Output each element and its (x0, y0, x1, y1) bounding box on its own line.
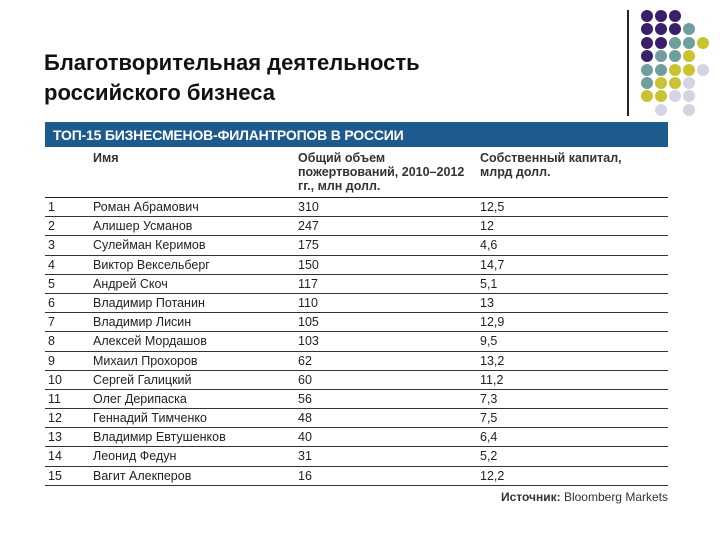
table-row (45, 447, 668, 466)
cell-name: Леонид Федун (93, 449, 177, 464)
cell-donations: 62 (298, 353, 312, 368)
table-row (45, 467, 668, 486)
cell-donations: 31 (298, 449, 312, 464)
decorative-dot (655, 37, 667, 49)
cell-rank: 12 (48, 411, 62, 426)
cell-name: Вагит Алекперов (93, 468, 192, 483)
header-name: Имя (93, 151, 119, 165)
cell-capital: 7,5 (480, 411, 498, 426)
cell-name: Владимир Лисин (93, 315, 192, 330)
table-row (45, 409, 668, 428)
cell-rank: 7 (48, 315, 55, 330)
cell-rank: 8 (48, 334, 55, 349)
cell-donations: 40 (298, 430, 312, 445)
cell-capital: 13 (480, 295, 494, 310)
cell-capital: 13,2 (480, 353, 505, 368)
cell-capital: 6,4 (480, 430, 498, 445)
cell-name: Алишер Усманов (93, 219, 193, 234)
cell-name: Андрей Скоч (93, 276, 168, 291)
cell-name: Виктор Вексельберг (93, 257, 210, 272)
cell-name: Владимир Потанин (93, 295, 205, 310)
decorative-dot (669, 37, 681, 49)
cell-donations: 310 (298, 200, 319, 214)
decorative-dot (655, 90, 667, 102)
decorative-dot (655, 50, 667, 62)
title-line-1: Благотворительная деятельность (44, 50, 420, 75)
cell-rank: 1 (48, 200, 55, 214)
cell-donations: 103 (298, 334, 319, 349)
decorative-dot (641, 50, 653, 62)
cell-name: Сулейман Керимов (93, 238, 206, 253)
cell-capital: 5,1 (480, 276, 498, 291)
decorative-dot (655, 64, 667, 76)
table-row (45, 428, 668, 447)
philanthropists-table (45, 122, 668, 486)
decorative-dot (697, 37, 709, 49)
decorative-dot (641, 90, 653, 102)
decorative-dot (669, 77, 681, 89)
decorative-dot (641, 37, 653, 49)
table-row (45, 198, 668, 217)
decorative-dot (683, 23, 695, 35)
cell-rank: 13 (48, 430, 62, 445)
table-row (45, 371, 668, 390)
cell-capital: 12 (480, 219, 494, 234)
cell-donations: 117 (298, 276, 318, 291)
table-row (45, 256, 668, 275)
cell-name: Геннадий Тимченко (93, 411, 207, 426)
decorative-dot (655, 23, 667, 35)
decorative-dot (669, 10, 681, 22)
title-line-2: российского бизнеса (44, 80, 275, 105)
decorative-dot (641, 77, 653, 89)
decorative-dot (683, 64, 695, 76)
decorative-dot (641, 23, 653, 35)
cell-rank: 15 (48, 468, 62, 483)
source-label: Источник: (500, 490, 561, 504)
decorative-dot (683, 50, 695, 62)
cell-name: Сергей Галицкий (93, 372, 192, 387)
cell-capital: 7,3 (480, 391, 498, 406)
decorative-dot (683, 37, 695, 49)
header-capital: Собственный капитал, млрд долл. (480, 151, 622, 179)
decorative-dot (669, 64, 681, 76)
cell-rank: 6 (48, 295, 55, 310)
cell-name: Владимир Евтушенков (93, 430, 226, 445)
cell-capital: 12,9 (480, 315, 505, 330)
decorative-dot (655, 10, 667, 22)
cell-name: Роман Абрамович (93, 200, 199, 214)
decorative-dot (641, 64, 653, 76)
table-row (45, 275, 668, 294)
decorative-dot (683, 77, 695, 89)
decorative-dot (641, 10, 653, 22)
cell-donations: 105 (298, 315, 319, 330)
decorative-divider (627, 10, 629, 116)
cell-rank: 4 (48, 257, 55, 272)
decorative-dot (669, 90, 681, 102)
table-row (45, 352, 668, 371)
cell-capital: 9,5 (480, 334, 498, 349)
cell-donations: 110 (298, 295, 318, 310)
decorative-dot (683, 90, 695, 102)
cell-rank: 2 (48, 219, 55, 234)
cell-rank: 14 (48, 449, 62, 464)
cell-donations: 175 (298, 238, 319, 253)
cell-donations: 247 (298, 219, 319, 234)
source-name: Bloomberg Markets (563, 490, 668, 504)
source-note (501, 490, 668, 504)
table-header (45, 147, 668, 198)
slide-title (44, 48, 420, 108)
decorative-dot (669, 50, 681, 62)
cell-donations: 48 (298, 411, 312, 426)
cell-rank: 5 (48, 276, 55, 291)
cell-name: Олег Дерипаска (93, 391, 187, 406)
table-row (45, 294, 668, 313)
decorative-dot (655, 104, 667, 116)
cell-capital: 12,2 (480, 468, 505, 483)
cell-rank: 10 (48, 372, 62, 387)
cell-donations: 150 (298, 257, 319, 272)
cell-donations: 60 (298, 372, 312, 387)
cell-donations: 56 (298, 391, 312, 406)
table-row (45, 332, 668, 351)
cell-rank: 9 (48, 353, 55, 368)
cell-name: Михаил Прохоров (93, 353, 198, 368)
cell-donations: 16 (298, 468, 312, 483)
cell-rank: 11 (48, 391, 61, 406)
decorative-dot (669, 23, 681, 35)
table-row (45, 390, 668, 409)
decorative-dot (683, 104, 695, 116)
cell-capital: 5,2 (480, 449, 498, 464)
table-row (45, 236, 668, 255)
cell-capital: 12,5 (480, 200, 505, 214)
decorative-dot (697, 64, 709, 76)
cell-name: Алексей Мордашов (93, 334, 207, 349)
decorative-dot (655, 77, 667, 89)
table-row (45, 313, 668, 332)
cell-capital: 11,2 (480, 372, 504, 387)
table-title: ТОП-15 БИЗНЕСМЕНОВ-ФИЛАНТРОПОВ В РОССИИ (45, 122, 668, 147)
table-row (45, 217, 668, 236)
cell-capital: 4,6 (480, 238, 498, 253)
cell-rank: 3 (48, 238, 55, 253)
cell-capital: 14,7 (480, 257, 505, 272)
header-donations: Общий объем пожертвований, 2010–2012 гг., млн долл. (298, 151, 465, 193)
